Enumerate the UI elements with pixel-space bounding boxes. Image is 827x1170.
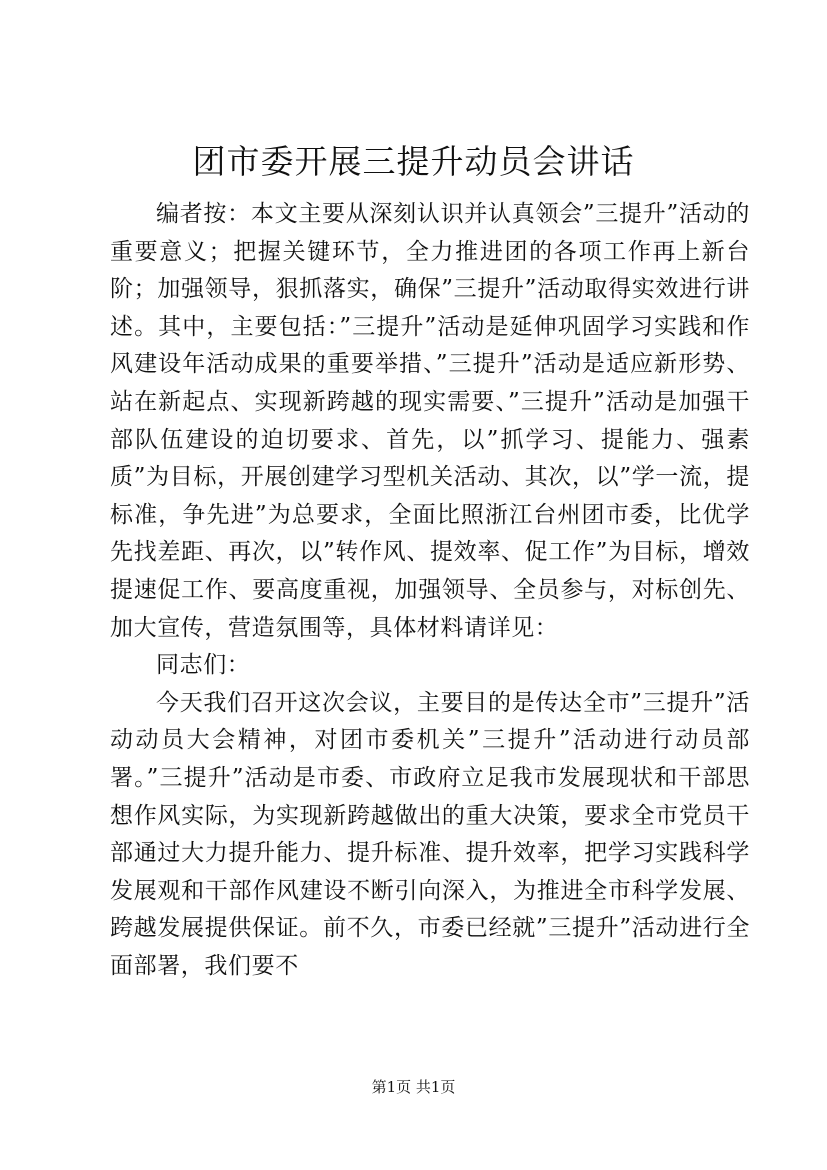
document-title: 团市委开展三提升动员会讲话 [192, 142, 635, 181]
page-footer: 第1页 共1页 [371, 1078, 456, 1096]
speech-paragraph: 今天我们召开这次会议，主要目的是传达全市”三提升”活动动员大会精神，对团市委机关”三提升”活动进行动员部署。”三提升”活动是市委、市政府立足我市发展现状和干部思想作风实际，为实现新跨越做出的重大决策，要求全市党员干部通过大力提升能力、提升标准、提升效率，把学习实践科学发展观和干部作风建设不断引向深入，为推进全市科学发展、跨越发展提供保证。前不久，市委已经就”三提升”活动进行全面部署，我们要不 [110, 689, 750, 979]
salutation-paragraph: 同志们： [156, 652, 251, 679]
editor-note-paragraph: 编者按：本文主要从深刻认识并认真领会”三提升”活动的重要意义；把握关键环节，全力推进团的各项工作再上新台阶；加强领导，狠抓落实，确保”三提升”活动取得实效进行讲述。其中，主要包括：”三提升”活动是延伸巩固学习实践和作风建设年活动成果的重要举措、”三提升”活动是适应新形势、站在新起点、实现新跨越的现实需要、”三提升”活动是加强干部队伍建设的迫切要求、首先，以”抓学习、提能力、强素质”为目标，开展创建学习型机关活动、其次，以”学一流，提标准，争先进”为总要求，全面比照浙江台州团市委，比优学先找差距、再次，以”转作风、提效率、促工作”为目标，增效提速促工作、要高度重视，加强领导、全员参与，对标创先、加大宣传，营造氛围等，具体材料请详见： [110, 201, 750, 641]
document-body [110, 196, 750, 985]
